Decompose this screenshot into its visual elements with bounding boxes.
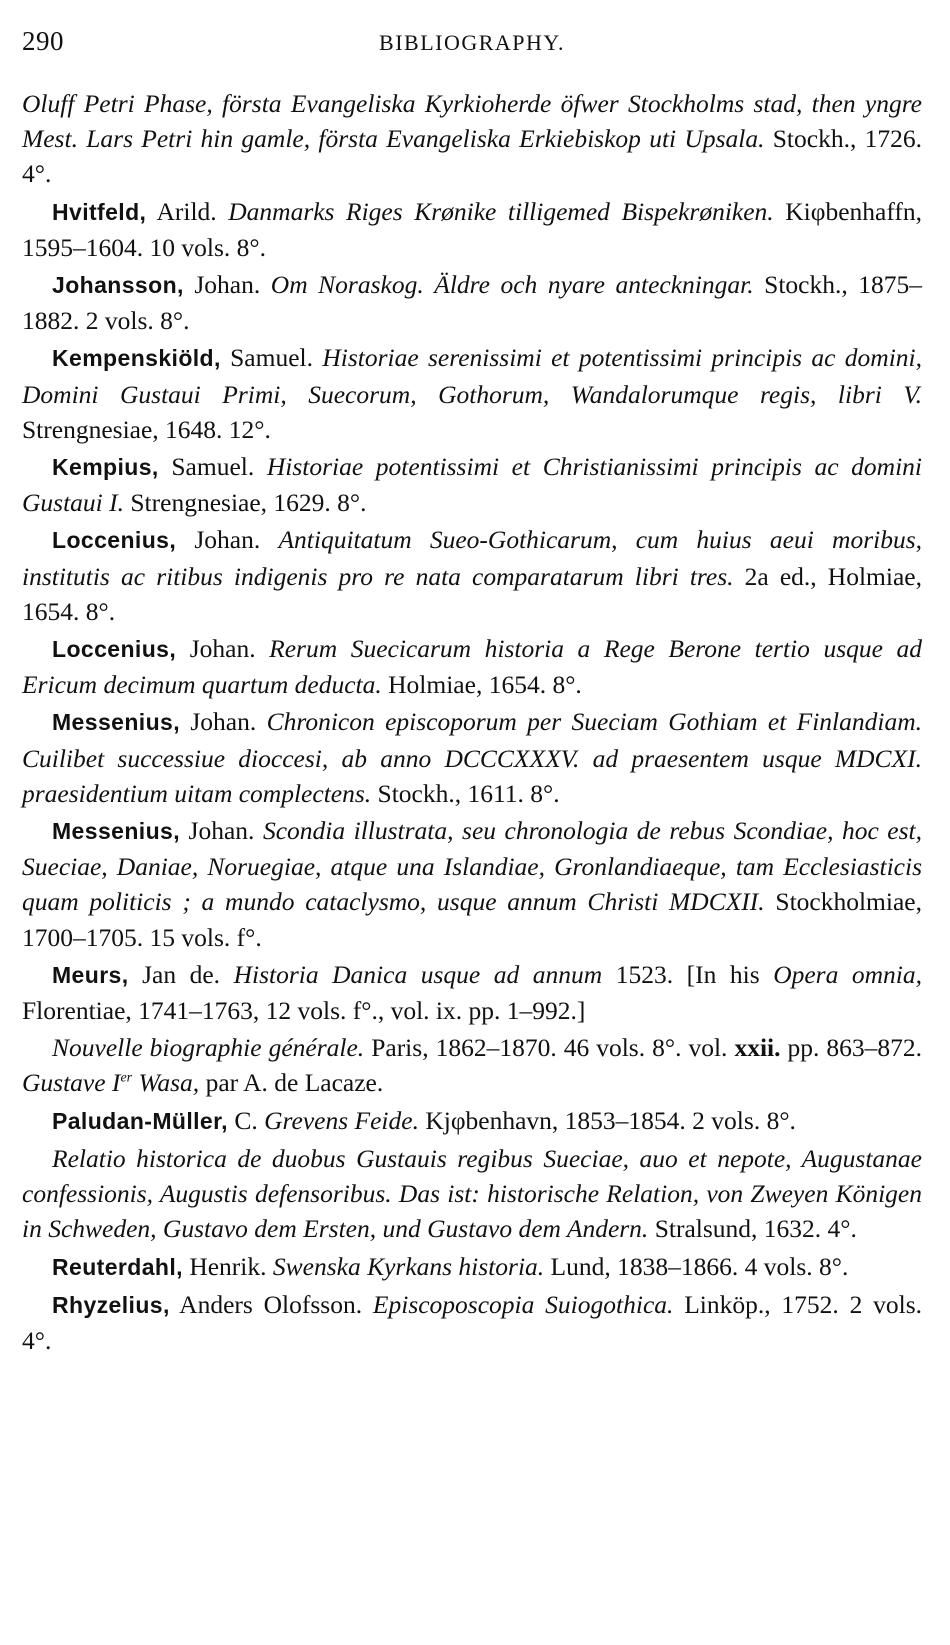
- bibliography-entry: [22, 267, 922, 338]
- bibliography-entry: [22, 1287, 922, 1358]
- entry-imprint: Stockh., 1611. 8°.: [377, 778, 560, 808]
- entry-author: Kempenskiöld,: [52, 345, 221, 372]
- entry-forename: Johan.: [194, 270, 261, 300]
- entry-author: Loccenius,: [52, 527, 177, 554]
- entry-forename: Johan.: [190, 707, 257, 737]
- entry-forename: Arild.: [156, 196, 217, 226]
- entry-title: Chronicon episcoporum per Sueciam Gothiam et Finlandiam. Cuilibet successiue dioccesi, ab anno DCCCXXXV. ad praesentem usque MDCXI. praesidentium uitam complectens.: [22, 707, 922, 808]
- entry-title: Nouvelle biographie générale.: [52, 1033, 365, 1063]
- entry-title: Historiae serenissimi et potentissimi principis ac domini, Domini Gustaui Primi, Suecorum, Gothorum, Wandalorumque regis, libri V.: [22, 343, 923, 409]
- bibliography-entry: [22, 86, 922, 192]
- entry-imprint: Stralsund, 1632. 4°.: [654, 1214, 857, 1244]
- entry-title: Historia Danica usque ad annum: [233, 959, 603, 989]
- entry-title: Danmarks Riges Krønike tilligemed Bispekrøniken.: [228, 196, 774, 226]
- entry-note-open: [In his: [686, 959, 760, 989]
- entry-author: Messenius,: [52, 709, 180, 736]
- bibliography-entry: [22, 1103, 922, 1139]
- bibliography-entry: [22, 813, 922, 955]
- bibliography-entry: [22, 449, 922, 520]
- entry-author: Hvitfeld,: [52, 198, 147, 225]
- entry-imprint: Kjφbenhavn, 1853–1854. 2 vols. 8°.: [425, 1105, 796, 1135]
- entry-title: Historiae potentissimi et Christianissimi principis ac domini Gustaui I.: [22, 452, 923, 518]
- entry-subject-surname: Wasa,: [138, 1068, 200, 1098]
- entry-forename: Johan.: [188, 816, 255, 846]
- entry-author: Meurs,: [52, 961, 129, 988]
- entry-author: Reuterdahl,: [52, 1253, 183, 1280]
- entry-volume: xxii.: [734, 1033, 781, 1063]
- bibliography-entry: [22, 631, 922, 702]
- bibliography-list: [22, 86, 922, 1360]
- bibliography-entry: [22, 704, 922, 811]
- entry-imprint: Strengnesiae, 1648. 12°.: [22, 414, 271, 444]
- bibliography-entry: [22, 1141, 922, 1247]
- entry-title: Rerum Suecicarum historia a Rege Berone tertio usque ad Ericum decimum quartum deducta.: [22, 634, 922, 700]
- entry-imprint: 1523.: [615, 959, 674, 989]
- entry-note-title: Opera omnia,: [773, 959, 922, 989]
- running-head: BIBLIOGRAPHY.: [379, 30, 565, 55]
- page-header: [22, 12, 922, 72]
- entry-forename: Samuel.: [171, 452, 255, 482]
- entry-pages: pp. 863–872.: [787, 1033, 923, 1063]
- entry-author: Kempius,: [52, 454, 159, 481]
- entry-forename: Anders Olofsson.: [179, 1289, 363, 1319]
- entry-subject-ordinal: er: [120, 1070, 133, 1086]
- entry-forename: Johan.: [189, 634, 256, 664]
- entry-title: Oluff Petri Phase, första Evangeliska Kyrkioherde öfwer Stockholms stad, then yngre Mest. Lars Petri hin gamle, första Evangeliska Erkiebiskop uti Upsala.: [22, 89, 922, 154]
- bibliography-entry: [22, 957, 922, 1028]
- entry-imprint: Strengnesiae, 1629. 8°.: [130, 488, 367, 518]
- bibliography-entry: [22, 340, 922, 447]
- entry-title: Antiquitatum Sueo-Gothicarum, cum huius aeui moribus, institutis ac ritibus indigenis pro re nata comparatarum libri tres.: [22, 525, 922, 591]
- entry-imprint: Kiφbenhaffn, 1595–1604. 10 vols. 8°.: [22, 196, 922, 262]
- entry-imprint: Holmiae, 1654. 8°.: [388, 670, 582, 700]
- entry-imprint: Stockh., 1875–1882. 2 vols. 8°.: [22, 270, 923, 336]
- entry-forename: Johan.: [194, 525, 261, 555]
- entry-title: Grevens Feide.: [264, 1105, 419, 1135]
- bibliography-entry: [22, 1249, 922, 1285]
- entry-author: Messenius,: [52, 818, 180, 845]
- entry-forename: C.: [234, 1105, 258, 1135]
- bibliography-entry: [22, 522, 922, 629]
- entry-title: Episcoposcopia Suiogothica.: [372, 1289, 674, 1319]
- entry-note-imprint: Florentiae, 1741–1763, 12 vols. f°., vol. ix. pp. 1–992.]: [22, 996, 586, 1026]
- entry-author: Johansson,: [52, 272, 184, 299]
- entry-title: Om Noraskog. Äldre och nyare anteckningar.: [270, 270, 754, 300]
- bibliography-entry: [22, 1030, 922, 1100]
- entry-author: Loccenius,: [52, 636, 177, 663]
- entry-subject-title: [22, 1068, 199, 1097]
- entry-imprint: Lund, 1838–1866. 4 vols. 8°.: [550, 1251, 849, 1281]
- entry-subject-author: par A. de Lacaze.: [205, 1068, 384, 1098]
- entry-forename: Jan de.: [142, 959, 221, 989]
- entry-imprint: Paris, 1862–1870. 46 vols. 8°. vol.: [371, 1033, 728, 1063]
- entry-title: Scondia illustrata, seu chronologia de rebus Scondiae, hoc est, Sueciae, Daniae, Noruegiae, atque una Islandiae, Gronlandiaeque, tam Ecclesiasticis quam politicis ; a mundo cataclysmo, usque annum Christi MDCXII.: [22, 816, 923, 917]
- page-number: 290: [22, 26, 64, 56]
- bibliography-entry: [22, 194, 922, 265]
- entry-title: Swenska Kyrkans historia.: [272, 1251, 545, 1281]
- entry-forename: Samuel.: [230, 343, 313, 373]
- entry-subject-name: Gustave I: [22, 1068, 121, 1098]
- entry-title: Relatio historica de duobus Gustauis regibus Sueciae, auo et nepote, Augustanae confessionis, Augustis defensoribus. Das ist: historische Relation, von Zweyen Königen in Schweden, Gustavo dem Ersten, und Gustavo dem Andern.: [22, 1143, 922, 1244]
- entry-imprint: Stockh., 1726. 4°.: [22, 124, 922, 189]
- entry-author: Rhyzelius,: [52, 1291, 170, 1318]
- entry-imprint: 2a ed., Holmiae, 1654. 8°.: [22, 561, 922, 626]
- entry-imprint: Linköp., 1752. 2 vols. 4°.: [22, 1289, 923, 1355]
- entry-imprint: Stockholmiae, 1700–1705. 15 vols. f°.: [22, 887, 922, 952]
- entry-forename: Henrik.: [189, 1251, 267, 1281]
- entry-author: Paludan-Müller,: [52, 1107, 228, 1134]
